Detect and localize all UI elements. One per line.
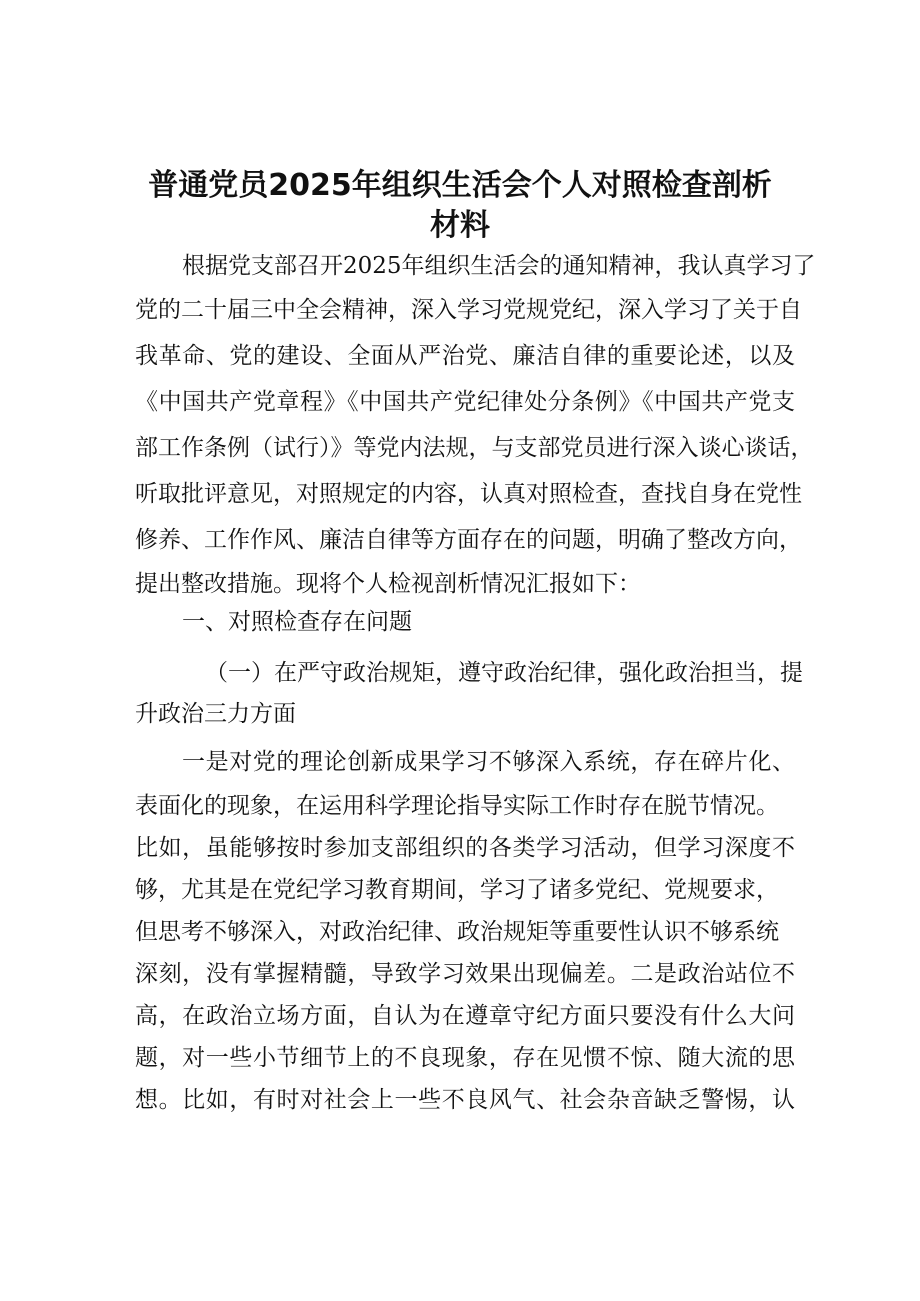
subsection-line-2: 升政治三力方面 [135, 701, 296, 727]
body-line-5: 但思考不够深入，对政治纪律、政治规矩等重要性认识不够系统 [135, 919, 779, 945]
body-line-3: 比如，虽能够按时参加支部组织的各类学习活动，但学习深度不 [135, 835, 795, 861]
body-line-2: 表面化的现象，在运用科学理论指导实际工作时存在脱节情况。 [135, 793, 779, 819]
intro-line-7: 修养、工作作风、廉洁自律等方面存在的问题，明确了整改方向， [135, 527, 802, 553]
intro-line-2: 党的二十届三中全会精神，深入学习党规党纪，深入学习了关于自 [135, 297, 802, 323]
intro-line-5: 部工作条例（试行）》等党内法规，与支部党员进行深入谈心谈话， [135, 435, 814, 461]
body-line-1: 一是对党的理论创新成果学习不够深入系统，存在碎片化、 [182, 749, 795, 775]
intro-line-3: 我革命、党的建设、全面从严治党、廉洁自律的重要论述，以及 [135, 343, 795, 369]
body-line-6: 深刻，没有掌握精髓，导致学习效果出现偏差。二是政治站位不 [135, 961, 795, 987]
document-title-line-2: 材料 [430, 208, 490, 243]
intro-line-8: 提出整改措施。现将个人检视剖析情况汇报如下： [135, 571, 641, 597]
intro-line-4: 《中国共产党章程》《中国共产党纪律处分条例》《中国共产党支 [135, 389, 795, 415]
document-title-line-1: 普通党员2025年组织生活会个人对照检查剖析 [148, 168, 772, 203]
section-heading: 一、对照检查存在问题 [182, 609, 412, 635]
body-line-9: 想。比如，有时对社会上一些不良风气、社会杂音缺乏警惕，认 [135, 1087, 795, 1113]
intro-line-1: 根据党支部召开2025年组织生活会的通知精神，我认真学习了 [182, 253, 816, 279]
intro-line-6: 听取批评意见，对照规定的内容，认真对照检查，查找自身在党性 [135, 481, 802, 507]
body-line-7: 高，在政治立场方面，自认为在遵章守纪方面只要没有什么大问 [135, 1003, 795, 1029]
body-line-4: 够，尤其是在党纪学习教育期间，学习了诸多党纪、党规要求， [135, 877, 779, 903]
body-line-8: 题，对一些小节细节上的不良现象，存在见惯不惊、随大流的思 [135, 1045, 795, 1071]
subsection-line-1: （一）在严守政治规矩，遵守政治纪律，强化政治担当，提 [205, 660, 803, 686]
